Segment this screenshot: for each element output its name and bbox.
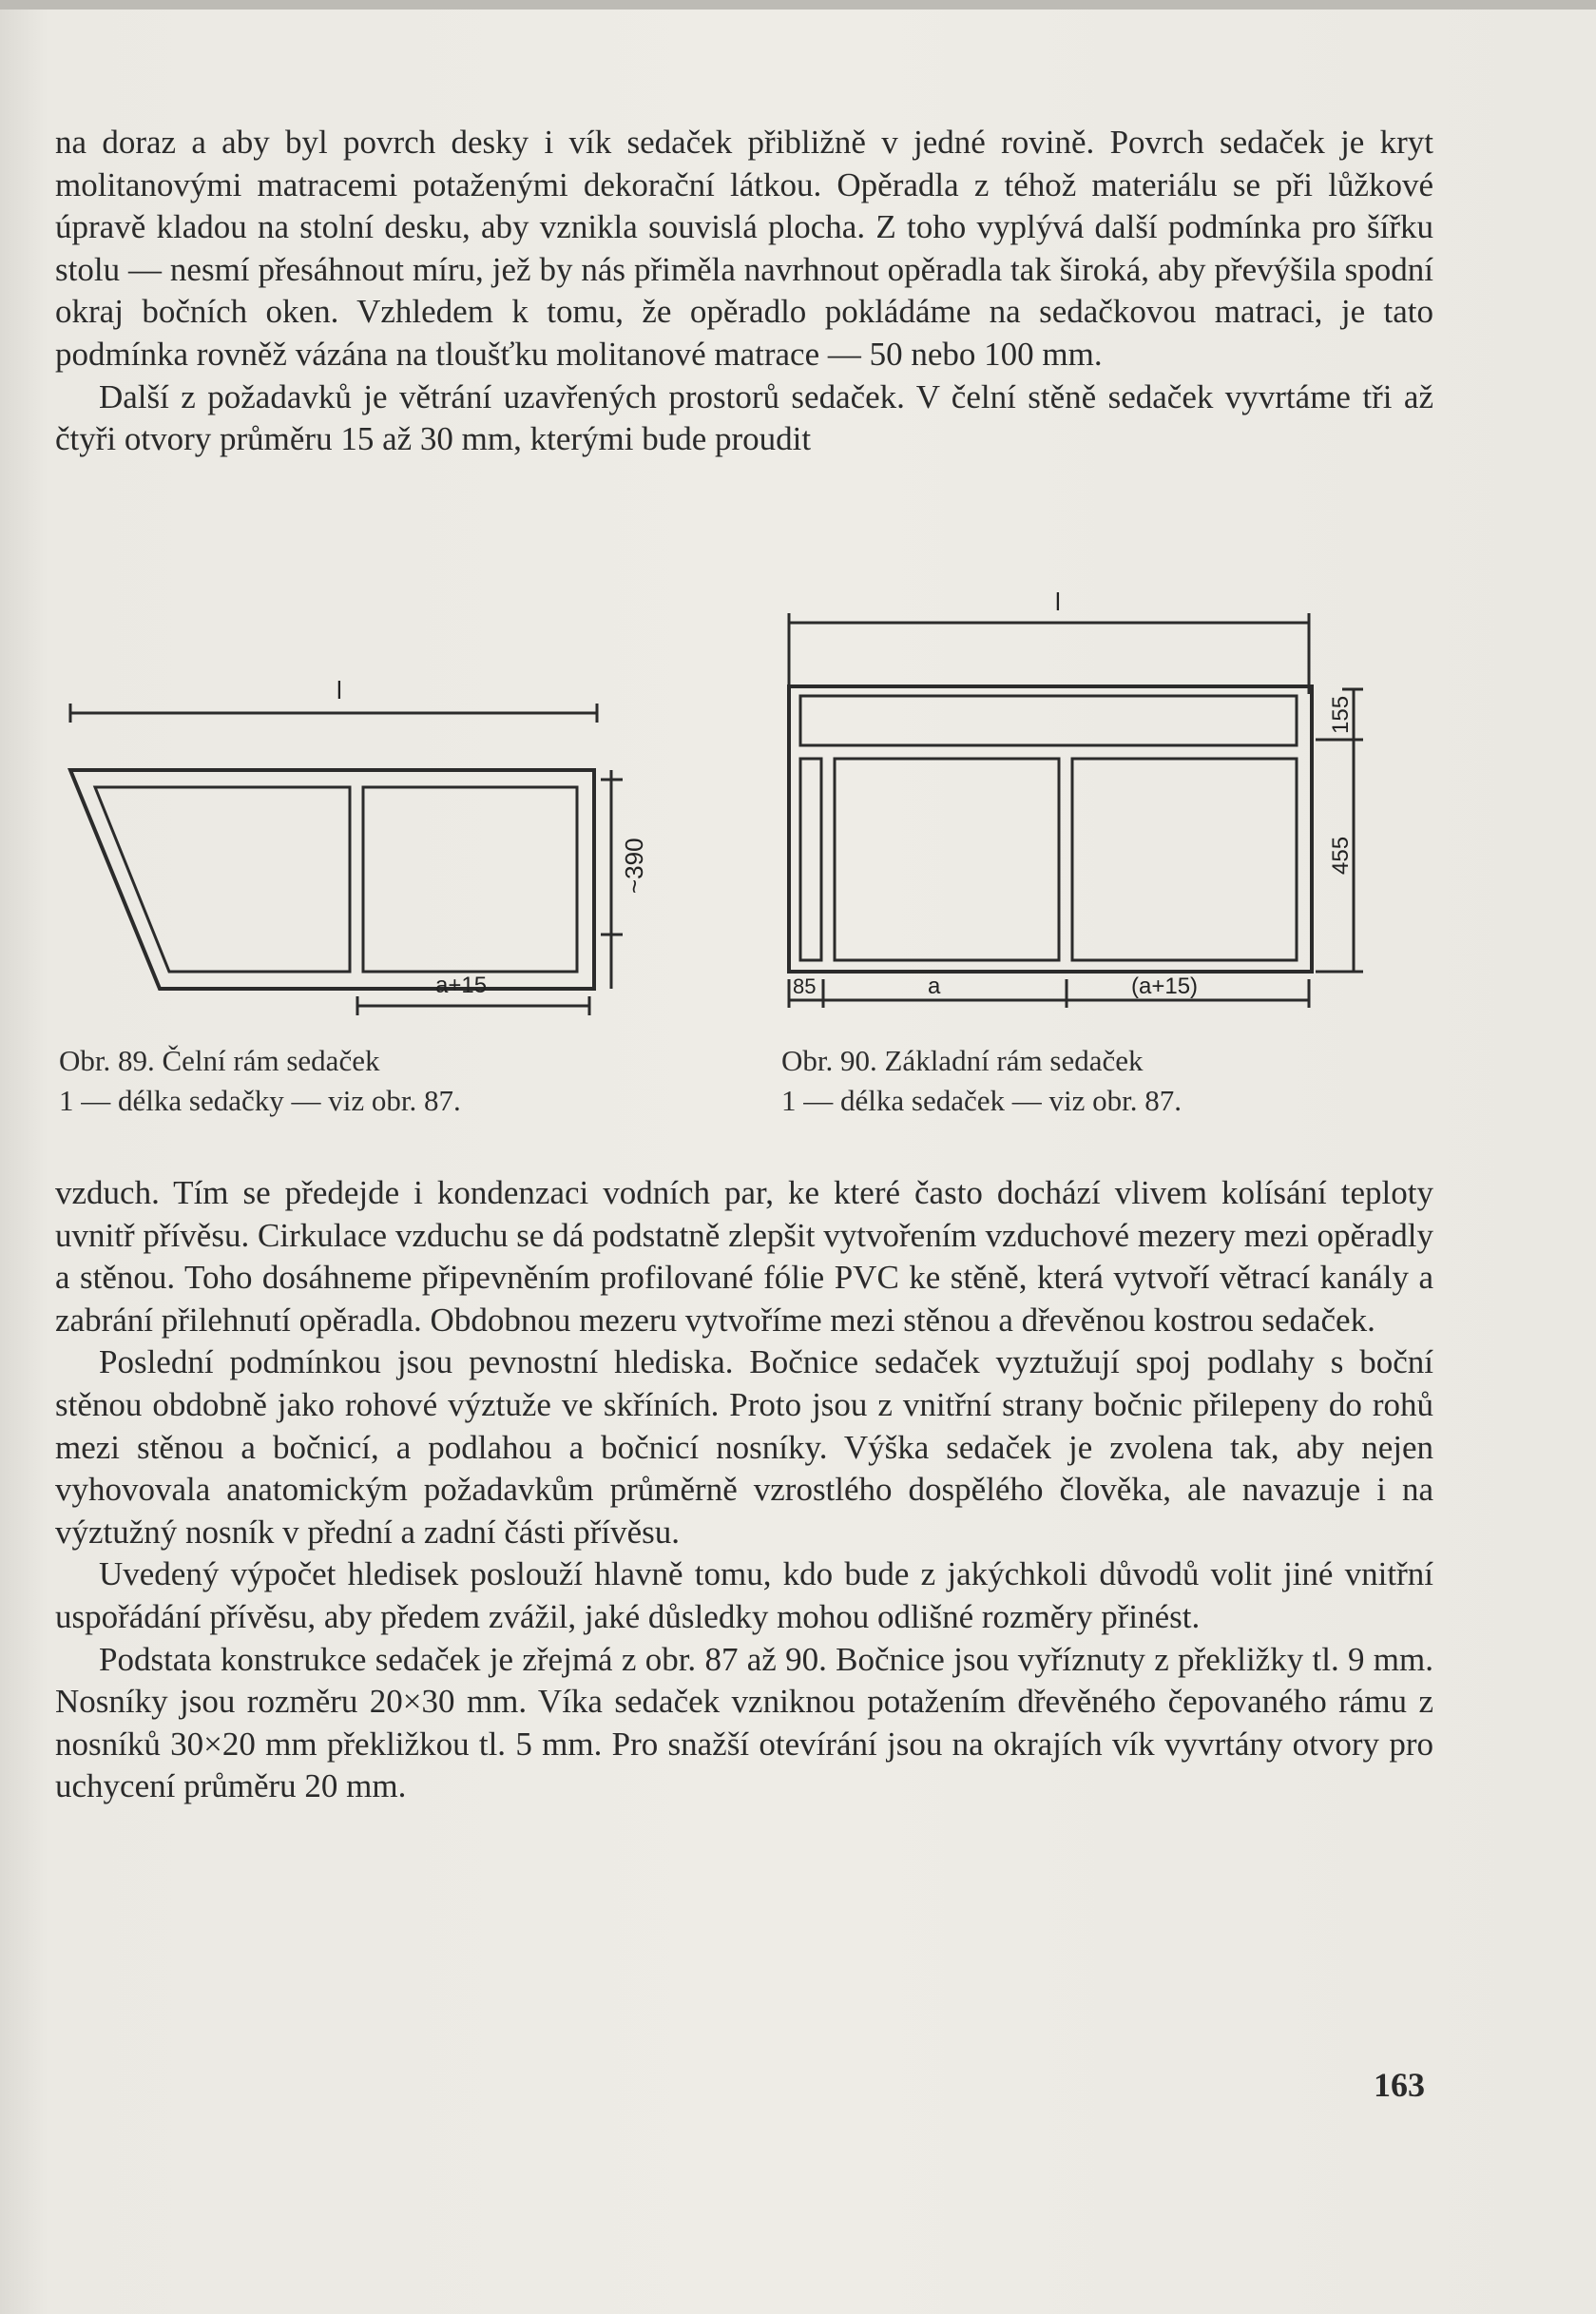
frame-outline <box>789 686 1312 972</box>
paragraph: Uvedený výpočet hledisek poslouží hlavně tomu, kdo bude z jakýchkoli důvodů volit jiné vnitřní uspořádání přívěsu, aby předem zvážil, jaké důsledky mohou odlišné rozměry přinést. <box>55 1555 1433 1635</box>
label-height: ~390 <box>620 838 648 894</box>
label-middle: a <box>928 974 941 999</box>
label-bottom-height: 455 <box>1328 836 1354 875</box>
figure-90-base-frame <box>772 588 1399 1017</box>
frame-left-opening <box>95 787 350 972</box>
caption-title: Obr. 89. Čelní rám sedaček <box>59 1044 380 1077</box>
label-length: l <box>337 676 342 704</box>
caption-title: Obr. 90. Základní rám sedaček <box>781 1044 1144 1077</box>
frame-outline <box>70 770 594 989</box>
label-side: 85 <box>793 974 817 998</box>
frame-middle-opening <box>835 759 1059 960</box>
paragraph: vzduch. Tím se předejde i kondenzaci vodních par, ke které často dochází vlivem kolísání teploty uvnitř přívěsu. Cirkulace vzduchu se dá podstatně zlepšit vytvořením vzduchové mezery mezi opěradly a stěnou. Toho dosáhneme připevněním profilované fólie PVC ke stěně, která vytvoří větrací kanály a zabrání přilehnutí opěradla. Obdobnou mezeru vytvoříme mezi stěnou a dřevěnou kostrou sedaček. <box>55 1174 1433 1339</box>
page-number: 163 <box>1374 2066 1425 2104</box>
frame-right-opening <box>363 787 577 972</box>
paragraph: na doraz a aby byl povrch desky i vík sedaček přibližně v jedné rovině. Povrch sedaček je kryt molitanovými matracemi potaženými dekorační látkou. Opěradla z téhož materiálu se při lůžkové úpravě kladou na stolní desku, aby vznikla souvislá plocha. Z toho vyplývá další podmínka pro šířku stolu — nesmí přesáhnout míru, jež by nás přiměla navrhnout opěradla tak široká, aby převýšila spodní okraj bočních oken. Vzhledem k tomu, že opěradlo pokládáme na sedačkovou matraci, je tato podmínka rovněž vázána na tloušťku molitanové matrace — 50 nebo 100 mm. <box>55 124 1433 373</box>
paragraph: Další z požadavků je větrání uzavřených prostorů sedaček. V čelní stěně sedaček vyvrtáme tři až čtyři otvory průměru 15 až 30 mm, kterými bude proudit <box>55 377 1433 458</box>
text-block-bottom <box>55 1172 1433 1808</box>
frame-top-rail <box>800 696 1297 745</box>
figure-89-front-frame <box>57 580 648 1017</box>
label-right: (a+15) <box>1131 974 1199 999</box>
text-block-top <box>55 122 1433 461</box>
caption-note: 1 — délka sedaček — viz obr. 87. <box>781 1084 1182 1117</box>
frame-left-post <box>800 759 821 960</box>
page-top-edge <box>0 0 1596 10</box>
paragraph: Podstata konstrukce sedaček je zřejmá z obr. 87 až 90. Bočnice jsou vyříznuty z překližky tl. 9 mm. Nosníky jsou rozměru 20×30 mm. Víka sedaček vzniknou potažením dřevěného čepovaného rámu z nosníků 30×20 mm překližkou tl. 5 mm. Pro snažší otevírání jsou na okrajích vík vyvrtány otvory pro uchycení průměru 20 mm. <box>55 1640 1433 1805</box>
caption-note: 1 — délka sedačky — viz obr. 87. <box>59 1084 461 1117</box>
label-length: l <box>1055 588 1061 616</box>
label-width: a+15 <box>435 973 488 998</box>
frame-right-opening <box>1072 759 1297 960</box>
caption-figure-89 <box>59 1041 461 1121</box>
label-top-height: 155 <box>1328 695 1354 734</box>
caption-figure-90 <box>781 1041 1182 1121</box>
paragraph: Poslední podmínkou jsou pevnostní hlediska. Bočnice sedaček vyztužují spoj podlahy s boční stěnou obdobně jako rohové výztuže ve skříních. Proto jsou z vnitřní strany bočnic přilepeny do rohů mezi stěnou a bočnicí, a podlahou a bočnicí nosníky. Výška sedaček je zvolena tak, aby nejen vyhovovala anatomickým požadavkům průměrně vzrostlého dospělého člověka, ale navazuje i na výztužný nosník v přední a zadní části přívěsu. <box>55 1343 1433 1551</box>
